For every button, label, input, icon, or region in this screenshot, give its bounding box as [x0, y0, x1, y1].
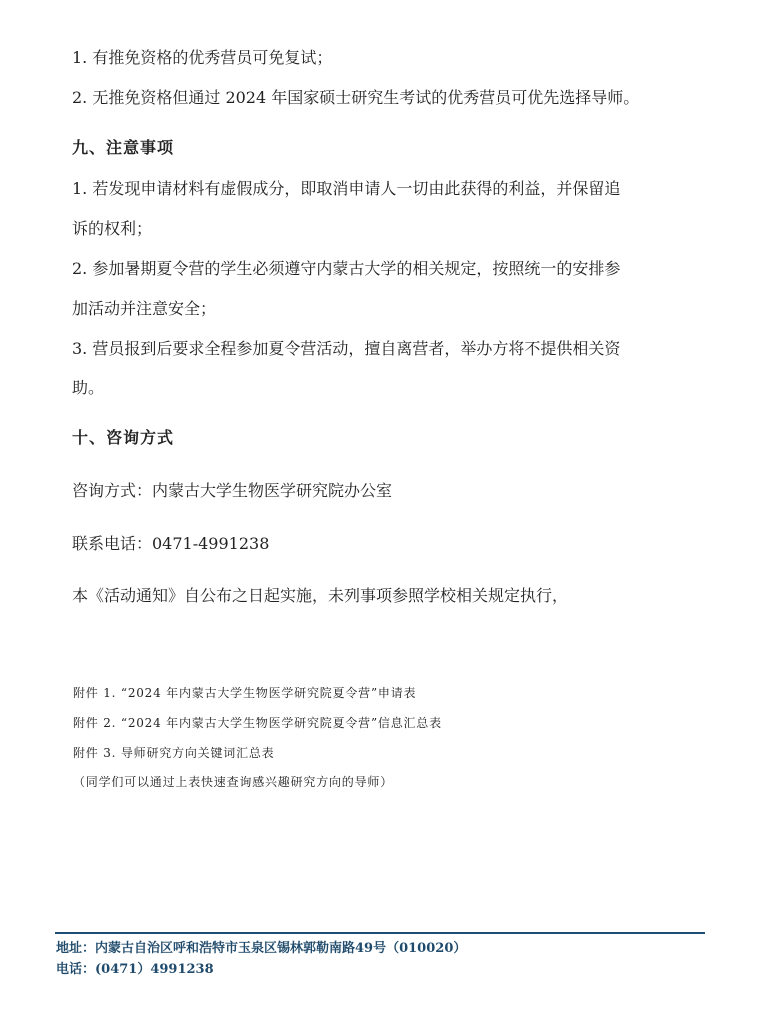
benefit-item-2: 2. 无推免资格但通过 2024 年国家硕士研究生考试的优秀营员可优先选择导师。	[72, 88, 640, 107]
section-heading-notes: 九、注意事项	[72, 138, 175, 157]
note-item-2-line-1: 2. 参加暑期夏令营的学生必须遵守内蒙古大学的相关规定，按照统一的安排参	[72, 259, 621, 278]
attachment-1: 附件 1. “2024 年内蒙古大学生物医学研究院夏令营”申请表	[73, 686, 417, 700]
section-heading-contact: 十、咨询方式	[72, 428, 175, 447]
contact-phone: 联系电话：0471-4991238	[72, 534, 270, 553]
note-item-1-line-2: 诉的权利；	[72, 219, 153, 238]
effective-statement: 本《活动通知》自公布之日起实施，未列事项参照学校相关规定执行，	[72, 586, 569, 605]
contact-method: 咨询方式：内蒙古大学生物医学研究院办公室	[72, 481, 393, 500]
attachment-2: 附件 2. “2024 年内蒙古大学生物医学研究院夏令营”信息汇总表	[73, 716, 442, 730]
footer-phone: 电话：(0471）4991238	[56, 962, 214, 977]
footer-address: 地址：内蒙古自治区呼和浩特市玉泉区锡林郭勒南路49号（010020）	[56, 941, 467, 956]
note-item-3-line-1: 3. 营员报到后要求全程参加夏令营活动，擅自离营者，举办方将不提供相关资	[72, 339, 621, 358]
attachment-3: 附件 3. 导师研究方向关键词汇总表	[73, 746, 275, 760]
footer-divider	[55, 932, 705, 934]
attachment-note: （同学们可以通过上表快速查询感兴趣研究方向的导师）	[73, 775, 394, 789]
note-item-2-line-2: 加活动并注意安全；	[72, 299, 217, 318]
note-item-3-line-2: 助。	[72, 378, 105, 397]
note-item-1-line-1: 1. 若发现申请材料有虚假成分，即取消申请人一切由此获得的利益，并保留追	[72, 179, 621, 198]
benefit-item-1: 1. 有推免资格的优秀营员可免复试；	[72, 48, 333, 67]
